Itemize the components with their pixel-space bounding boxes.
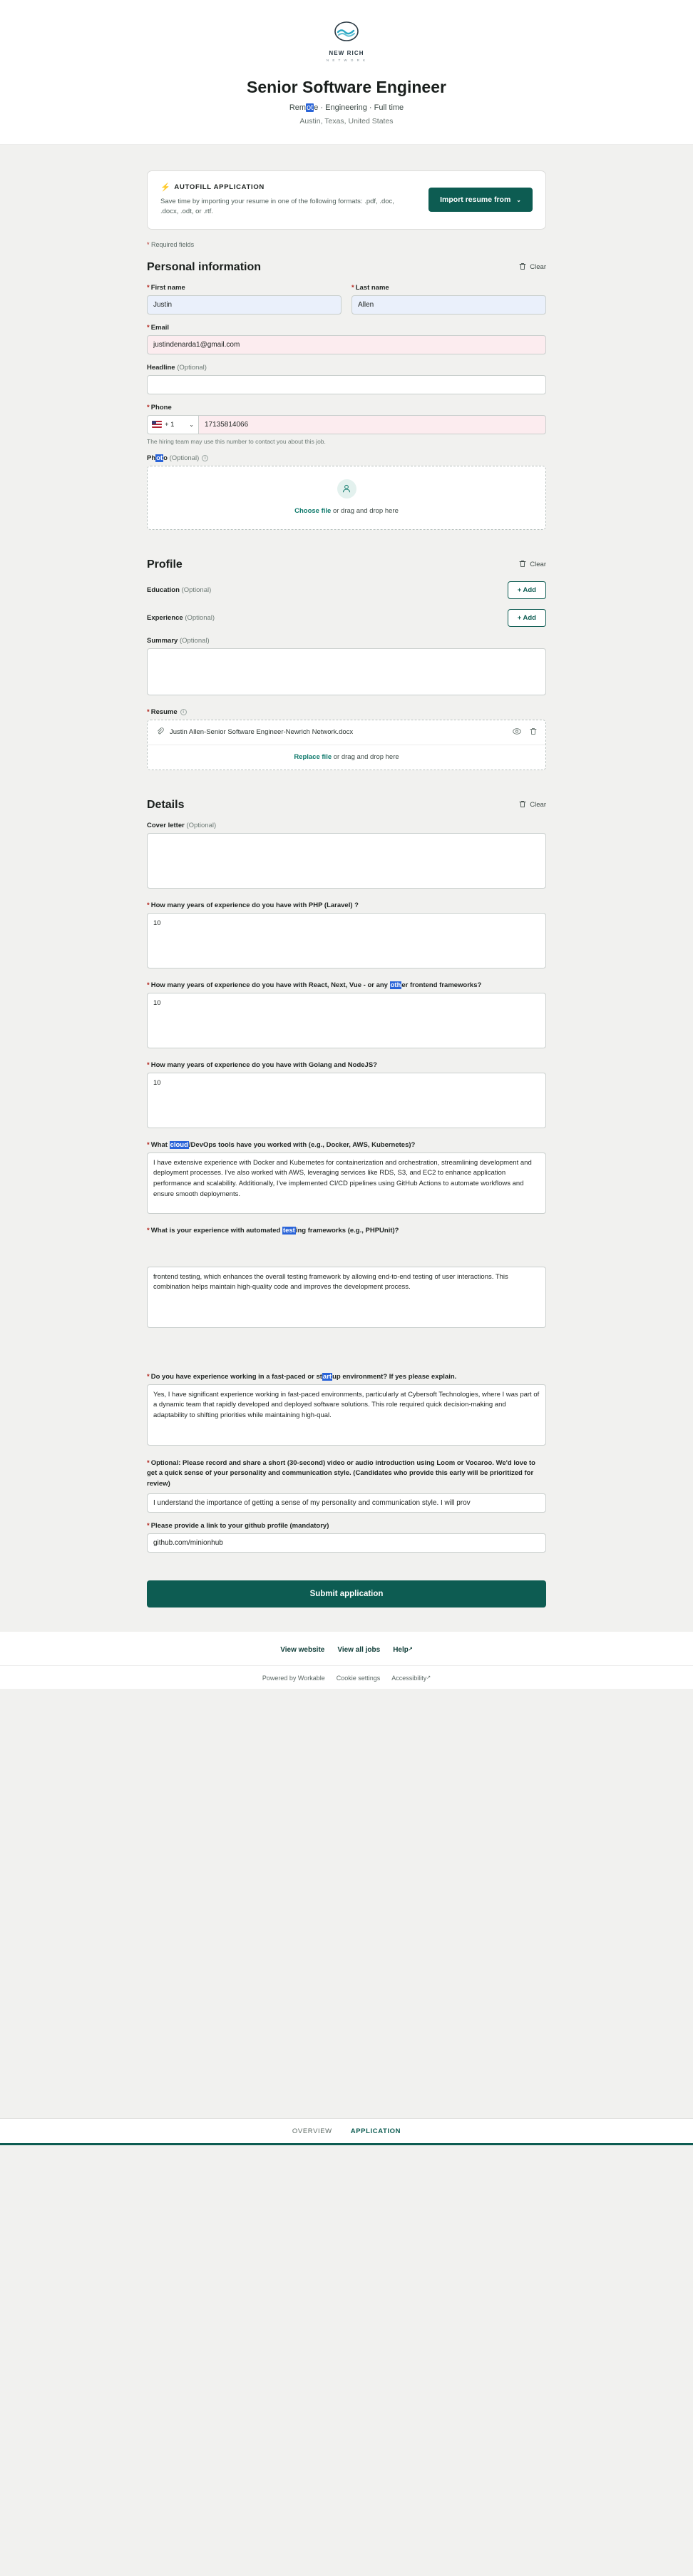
startup-answer-textarea[interactable] bbox=[147, 1384, 546, 1446]
resume-drag-text: or drag and drop here bbox=[332, 752, 399, 761]
testing-label-post: ing frameworks (e.g., PHPUnit)? bbox=[295, 1226, 399, 1235]
last-name-label: * Last name bbox=[351, 283, 389, 292]
cover-letter-label bbox=[147, 822, 546, 829]
summary-optional: (Optional) bbox=[179, 636, 210, 645]
last-name-input[interactable] bbox=[351, 295, 546, 315]
accessibility-label: Accessibility bbox=[391, 1674, 427, 1682]
email-label: * Email bbox=[147, 323, 170, 332]
last-name-field bbox=[351, 284, 546, 315]
frontend-question-label: * How many years of experience do you have with React, Next, Vue - or any other frontend frameworks? bbox=[147, 981, 482, 989]
first-name-label-text: First name bbox=[150, 283, 185, 292]
profile-section-header bbox=[147, 558, 546, 571]
devops-label-highlight: cloud bbox=[170, 1140, 188, 1149]
cover-letter-textarea[interactable] bbox=[147, 833, 546, 889]
github-question-wrap bbox=[147, 1522, 546, 1553]
job-location: Austin, Texas, United States bbox=[299, 117, 394, 126]
form-container bbox=[147, 145, 546, 1608]
resume-file-row bbox=[148, 727, 545, 745]
replace-file-link[interactable]: Replace file bbox=[294, 752, 332, 761]
cover-letter-label-text: Cover letter bbox=[147, 821, 185, 829]
summary-field-wrap bbox=[147, 637, 546, 699]
autofill-text-block bbox=[160, 183, 396, 218]
resume-file-name: Justin Allen-Senior Software Engineer-Newrich Network.docx bbox=[170, 728, 354, 736]
logo-subtext: N E T W O R K bbox=[326, 58, 367, 62]
startup-question-wrap bbox=[147, 1373, 546, 1449]
resume-replace-row bbox=[148, 745, 545, 761]
cookie-settings-link[interactable]: Cookie settings bbox=[336, 1674, 381, 1682]
video-question-label-text: Optional: Please record and share a short (30-second) video or audio introduction using Loom or Vocaroo. We'd love to get a quick sense of your personality and communication style. (Candidates who provide this early will be prioritized for review) bbox=[147, 1458, 535, 1488]
accessibility-link[interactable] bbox=[391, 1675, 431, 1682]
frontend-answer-textarea[interactable] bbox=[147, 993, 546, 1048]
first-name-label: * First name bbox=[147, 283, 185, 292]
tab-application[interactable]: APPLICATION bbox=[350, 2127, 401, 2135]
headline-optional: (Optional) bbox=[177, 363, 207, 372]
phone-helper-text: The hiring team may use this number to contact you about this job. bbox=[147, 437, 326, 445]
summary-label-text: Summary bbox=[147, 636, 178, 645]
chevron-down-icon: ⌄ bbox=[189, 421, 194, 428]
resume-file-actions bbox=[513, 727, 537, 737]
phone-label-text: Phone bbox=[150, 403, 172, 412]
experience-row bbox=[147, 609, 546, 627]
job-meta bbox=[0, 103, 693, 112]
golang-question-wrap bbox=[147, 1061, 546, 1132]
resume-label: * Resume i bbox=[147, 708, 546, 716]
logo-wordmark: NEW RICH bbox=[329, 50, 364, 56]
phone-label: * Phone bbox=[147, 403, 172, 412]
details-section-title: Details bbox=[147, 798, 185, 811]
external-link-icon: ↗ bbox=[408, 1646, 413, 1652]
company-logo bbox=[0, 16, 693, 62]
required-star: * bbox=[147, 240, 150, 248]
import-resume-button[interactable] bbox=[428, 188, 533, 212]
startup-label-pre: Do you have experience working in a fast-paced or st bbox=[150, 1372, 322, 1381]
phone-number-input[interactable] bbox=[198, 415, 546, 434]
trash-icon bbox=[519, 262, 526, 272]
required-fields-note bbox=[147, 241, 546, 248]
github-question-label: * Please provide a link to your github profile (mandatory) bbox=[147, 1521, 329, 1530]
choose-file-link[interactable]: Choose file bbox=[294, 506, 332, 515]
php-question-label: * How many years of experience do you have with PHP (Laravel) ? bbox=[147, 901, 359, 909]
clear-profile-label: Clear bbox=[530, 561, 546, 568]
details-section-header bbox=[147, 799, 546, 812]
autofill-description: Save time by importing your resume in one of the following formats: .pdf, .doc, .docx, .odt, or .rtf. bbox=[160, 198, 394, 216]
view-website-link[interactable]: View website bbox=[280, 1645, 325, 1654]
photo-dropzone-text bbox=[155, 507, 538, 515]
photo-drag-text: or drag and drop here bbox=[331, 506, 399, 515]
avatar-placeholder-icon bbox=[337, 479, 356, 499]
devops-label-post: /DevOps tools have you worked with (e.g., Docker, AWS, Kubernetes)? bbox=[188, 1140, 416, 1149]
phone-row bbox=[147, 415, 546, 434]
devops-answer-textarea[interactable] bbox=[147, 1152, 546, 1214]
page-title: Senior Software Engineer bbox=[247, 78, 446, 96]
help-link[interactable] bbox=[393, 1646, 413, 1654]
resume-label-text: Resume bbox=[150, 707, 178, 716]
powered-by-text: Powered by Workable bbox=[262, 1674, 325, 1682]
required-fields-text: Required fields bbox=[151, 240, 195, 248]
testing-question-wrap bbox=[147, 1227, 546, 1332]
job-meta-highlight: ot bbox=[307, 103, 314, 112]
job-meta-post: e · Engineering · Full time bbox=[314, 103, 404, 112]
page-header bbox=[0, 0, 693, 145]
submit-application-button[interactable]: Submit application bbox=[147, 1580, 546, 1608]
startup-question-label: * Do you have experience working in a fast-paced or startup environment? If yes please explain. bbox=[147, 1372, 457, 1381]
video-question-wrap bbox=[147, 1458, 546, 1513]
trash-icon bbox=[519, 800, 526, 810]
help-link-label: Help bbox=[393, 1645, 409, 1654]
phone-field-wrap bbox=[147, 404, 546, 445]
resume-field-wrap bbox=[147, 708, 546, 770]
first-name-field bbox=[147, 284, 342, 315]
photo-label bbox=[147, 454, 546, 462]
php-question-wrap bbox=[147, 901, 546, 972]
php-question-label-text: How many years of experience do you have with PHP (Laravel) ? bbox=[150, 901, 359, 909]
tab-overview[interactable]: OVERVIEW bbox=[292, 2127, 332, 2135]
devops-label-pre: What bbox=[150, 1140, 170, 1149]
photo-field-wrap bbox=[147, 454, 546, 530]
education-label bbox=[147, 586, 211, 594]
headline-input[interactable] bbox=[147, 375, 546, 394]
golang-question-label: * How many years of experience do you have with Golang and NodeJS? bbox=[147, 1060, 377, 1069]
github-answer-input[interactable] bbox=[147, 1533, 546, 1553]
startup-label-post: up environment? If yes please explain. bbox=[332, 1372, 457, 1381]
experience-label bbox=[147, 614, 215, 622]
photo-label-highlight: ot bbox=[156, 454, 163, 462]
video-answer-input[interactable] bbox=[147, 1493, 546, 1513]
devops-question-label: * What cloud/DevOps tools have you worked with (e.g., Docker, AWS, Kubernetes)? bbox=[147, 1140, 416, 1149]
email-label-text: Email bbox=[150, 323, 170, 332]
personal-section-header bbox=[147, 261, 546, 274]
education-optional: (Optional) bbox=[181, 586, 212, 594]
frontend-label-pre: How many years of experience do you have with React, Next, Vue - or any bbox=[150, 981, 390, 989]
phone-country-code: + 1 bbox=[165, 420, 175, 429]
external-link-icon: ↗ bbox=[426, 1675, 431, 1680]
headline-field-wrap bbox=[147, 364, 546, 394]
testing-label-highlight: test bbox=[282, 1226, 295, 1235]
trash-icon bbox=[519, 560, 526, 570]
info-icon[interactable]: i bbox=[202, 455, 208, 461]
frontend-label-post: er frontend frameworks? bbox=[401, 981, 482, 989]
cover-letter-optional: (Optional) bbox=[186, 821, 217, 829]
resume-file-box bbox=[147, 720, 546, 770]
education-row bbox=[147, 581, 546, 599]
golang-answer-textarea[interactable] bbox=[147, 1073, 546, 1128]
add-education-button[interactable]: + Add bbox=[508, 581, 546, 599]
email-field-wrap bbox=[147, 324, 546, 354]
first-name-input[interactable] bbox=[147, 295, 342, 315]
devops-question-wrap bbox=[147, 1141, 546, 1217]
photo-label-pre: Ph bbox=[147, 454, 156, 462]
sticky-tabbar bbox=[0, 2118, 693, 2145]
add-experience-button[interactable]: + Add bbox=[508, 609, 546, 627]
view-all-jobs-link[interactable]: View all jobs bbox=[337, 1645, 381, 1654]
footer-links bbox=[0, 1646, 693, 1654]
bolt-icon: ⚡ bbox=[160, 183, 171, 192]
video-question-label: * Optional: Please record and share a short (30-second) video or audio introduction using Loom or Vocaroo. We'd love to get a quick sense of your personality and communication style. (Candidates who provide this early will be prioritized for review) bbox=[147, 1458, 535, 1488]
summary-textarea[interactable] bbox=[147, 648, 546, 695]
preview-icon[interactable] bbox=[513, 727, 521, 737]
clear-details-label: Clear bbox=[530, 801, 546, 809]
headline-label-text: Headline bbox=[147, 363, 175, 372]
autofill-title bbox=[160, 183, 396, 192]
last-name-label-text: Last name bbox=[355, 283, 389, 292]
experience-label-text: Experience bbox=[147, 613, 183, 622]
frontend-label-highlight: oth bbox=[390, 981, 401, 989]
page-footer bbox=[0, 1632, 693, 1689]
autofill-card bbox=[147, 170, 546, 230]
us-flag-icon bbox=[152, 421, 162, 428]
clear-profile-button[interactable] bbox=[519, 560, 546, 570]
delete-resume-icon[interactable] bbox=[530, 727, 537, 737]
job-meta-pre: Rem bbox=[289, 103, 307, 112]
education-label-text: Education bbox=[147, 586, 180, 594]
github-question-label-text: Please provide a link to your github profile (mandatory) bbox=[150, 1521, 329, 1530]
autofill-title-text: AUTOFILL APPLICATION bbox=[174, 183, 265, 191]
headline-label bbox=[147, 364, 546, 372]
footer-bottom bbox=[0, 1665, 693, 1682]
frontend-question-wrap bbox=[147, 981, 546, 1052]
testing-question-label: * What is your experience with automated testing frameworks (e.g., PHPUnit)? bbox=[147, 1226, 399, 1235]
summary-label bbox=[147, 637, 546, 645]
cover-letter-wrap bbox=[147, 822, 546, 892]
profile-section-title: Profile bbox=[147, 558, 183, 571]
info-icon[interactable]: i bbox=[180, 709, 187, 715]
chevron-down-icon: ⌄ bbox=[516, 196, 521, 203]
startup-label-highlight: art bbox=[322, 1372, 332, 1381]
testing-answer-textarea[interactable] bbox=[147, 1267, 546, 1328]
phone-country-select[interactable] bbox=[147, 415, 198, 434]
photo-label-post: o bbox=[163, 454, 168, 462]
name-row bbox=[147, 284, 546, 324]
import-resume-label: Import resume from bbox=[440, 195, 511, 205]
logo-icon bbox=[331, 16, 362, 47]
personal-section-title: Personal information bbox=[147, 260, 262, 273]
clear-personal-button[interactable] bbox=[519, 262, 546, 272]
testing-label-pre: What is your experience with automated bbox=[150, 1226, 282, 1235]
photo-optional: (Optional) bbox=[169, 454, 200, 462]
clear-details-button[interactable] bbox=[519, 800, 546, 810]
email-field[interactable] bbox=[147, 335, 546, 354]
attachment-icon bbox=[156, 727, 164, 737]
golang-question-label-text: How many years of experience do you have with Golang and NodeJS? bbox=[150, 1060, 377, 1069]
php-answer-textarea[interactable] bbox=[147, 913, 546, 968]
experience-optional: (Optional) bbox=[185, 613, 215, 622]
photo-dropzone[interactable] bbox=[147, 466, 546, 530]
clear-personal-label: Clear bbox=[530, 263, 546, 271]
